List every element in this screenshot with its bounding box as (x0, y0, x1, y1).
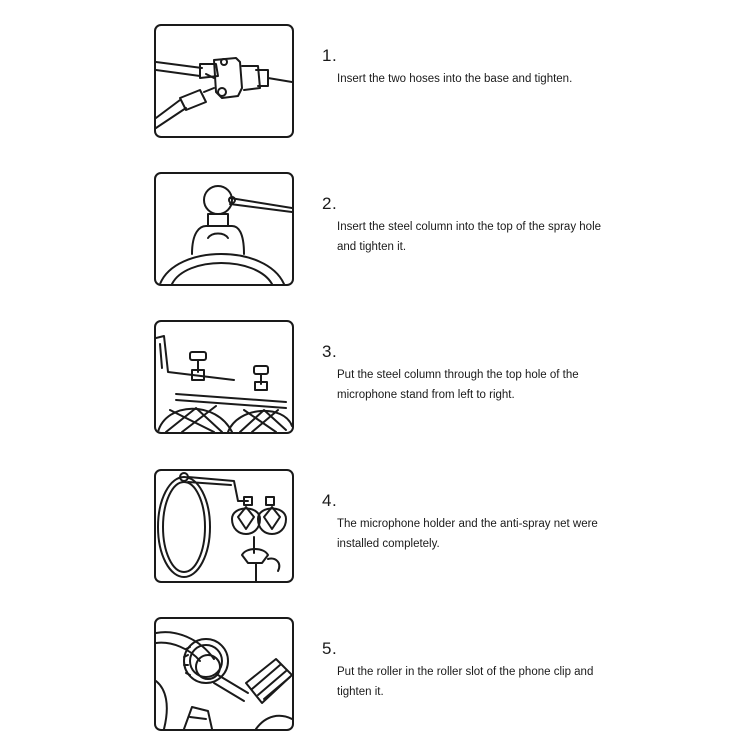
step-5 (0, 617, 750, 735)
step-3-illustration-frame (154, 320, 294, 434)
phone-clip-roller-icon (156, 619, 292, 729)
step-5-illustration-frame (154, 617, 294, 731)
step-5-text: Put the roller in the roller slot of the phone clip and tighten it. (337, 666, 594, 698)
step-1-illustration-frame (154, 24, 294, 138)
spray-hole-column-icon (156, 174, 292, 284)
step-3 (0, 320, 750, 438)
step-5-number: 5. (322, 639, 338, 658)
step-1 (0, 24, 750, 142)
step-4-number: 4. (322, 491, 338, 510)
holder-and-pop-filter-icon (156, 471, 292, 581)
step-3-number: 3. (322, 342, 338, 361)
step-1-number: 1. (322, 46, 338, 65)
step-2-number: 2. (322, 194, 338, 213)
step-4 (0, 469, 750, 587)
step-4-illustration-frame (154, 469, 294, 583)
step-1-text: Insert the two hoses into the base and tighten. (337, 73, 573, 85)
step-3-text: Put the steel column through the top hole of the microphone stand from left to right. (337, 369, 579, 401)
hose-connector-icon (156, 26, 292, 136)
step-4-text: The microphone holder and the anti-spray net were installed completely. (337, 518, 598, 550)
step-2 (0, 172, 750, 290)
step-2-illustration-frame (154, 172, 294, 286)
step-2-text: Insert the steel column into the top of the spray hole and tighten it. (337, 221, 602, 253)
microphone-stand-column-icon (156, 322, 292, 432)
